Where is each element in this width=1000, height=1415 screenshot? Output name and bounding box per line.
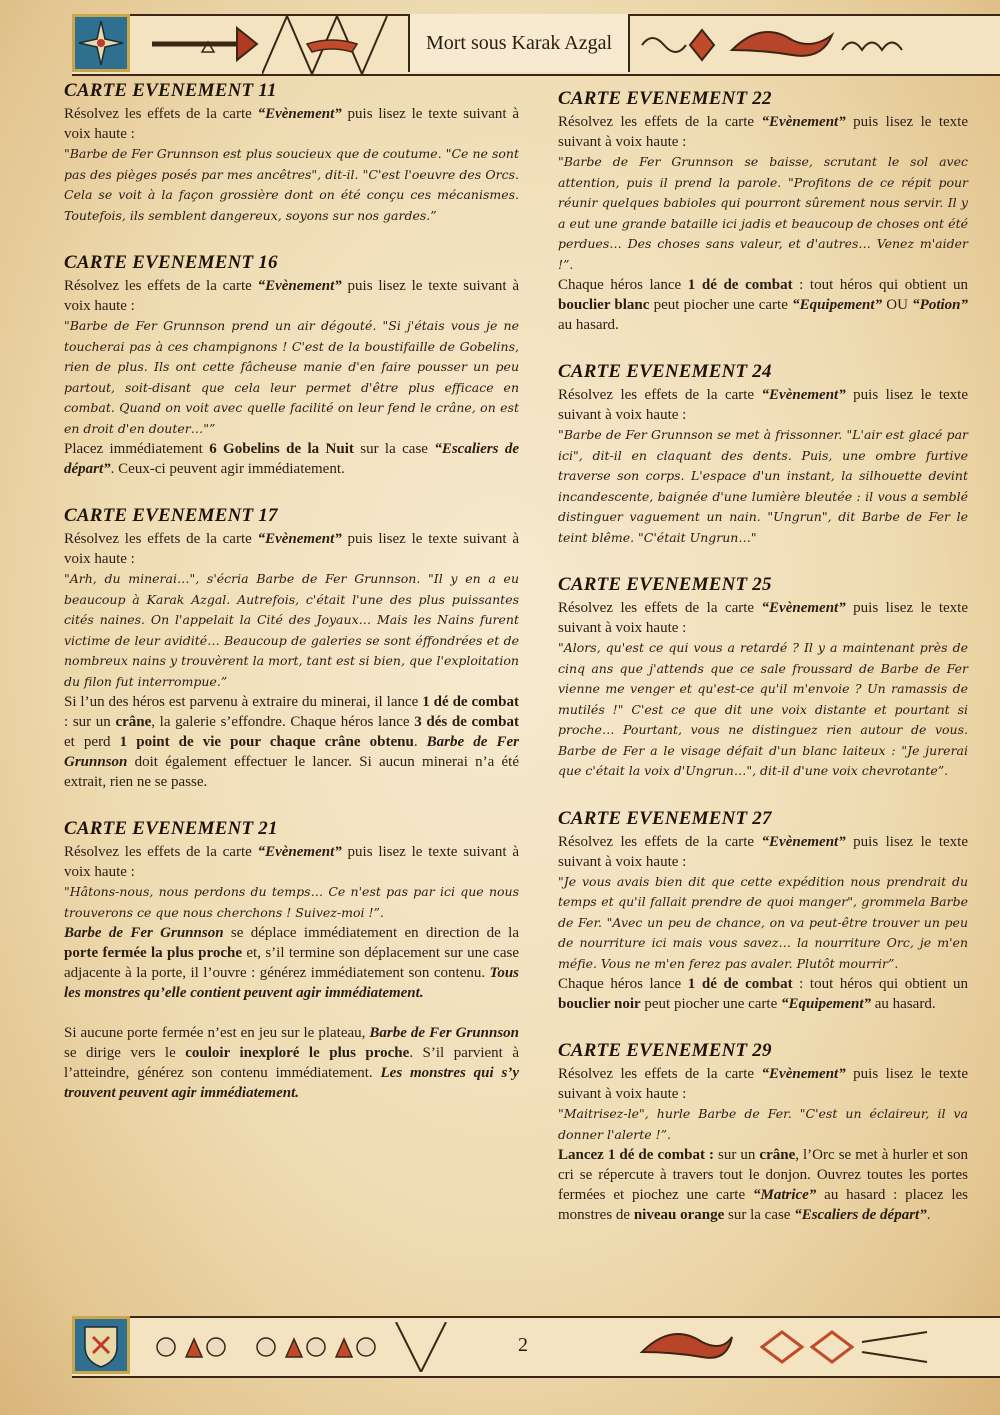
intro-text: Résolvez les effets de la carte “Evènement” puis lisez le texte suivant à voix haute : xyxy=(64,278,519,314)
rule-text: Placez immédiatement 6 Gobelins de la Nuit sur la case “Escaliers de départ”. Ceux-ci peuvent agir immédiatement. xyxy=(64,441,520,477)
section-title: CARTE EVENEMENT 16 xyxy=(64,252,278,273)
right-column xyxy=(558,88,968,1251)
read-aloud-quote: "Alors, qu'est ce qui vous a retardé ? Il y a maintenant près de cinq ans que j'attends que ce sale froussard de Barbe de Fer vienne me venger et qu'est-ce qu'il m'envoie ? Un ramassis de mutilés !" C'est ce que dit une voix distante et pourtant si proche… Pourtant, vous ne distinguez rien autour de vous. Barbe de Fer a le visage défait d'un blanc laiteux : "Je jurerai que c'était la voix d'Ungrun…", dit-il d'une voix chevrotante”. xyxy=(558,640,968,778)
rule-text: Si l’un des héros est parvenu à extraire du minerai, il lance 1 dé de combat : sur un crâne, la galerie s’effondre. Chaque héros lance 3 dés de combat et perd 1 point de vie pour chaque crâne obtenu. Barbe de Fer Grunnson doit également effectuer le lancer. Si aucun minerai n’a été extrait, rien ne se passe. xyxy=(64,694,519,790)
rule-text: Lancez 1 dé de combat : sur un crâne, l’Orc se met à hurler et son cri se répercute à travers tout le donjon. Ouvrez toutes les portes fermées et piochez une carte “Matrice” au hasard : placez les monstres de niveau orange sur la case “Escaliers de départ”. xyxy=(558,1147,968,1223)
rule-text: Chaque héros lance 1 dé de combat : tout héros qui obtient un bouclier blanc peut piocher une carte “Equipement” OU “Potion” au hasard. xyxy=(558,277,968,333)
rule-text: Si aucune porte fermée n’est en jeu sur le plateau, Barbe de Fer Grunnson se dirige vers le couloir inexploré le plus proche. S’il parvient à l’atteindre, générez son contenu immédiatement. Les monstres qui s’y trouvent peuvent agir immédiatement. xyxy=(64,1025,519,1101)
dragon-ornament-icon xyxy=(632,20,922,70)
section-title: CARTE EVENEMENT 24 xyxy=(558,361,772,382)
left-column xyxy=(64,80,519,1129)
read-aloud-quote: "Je vous avais bien dit que cette expédition nous prendrait du temps et qu'il fallait prendre de quoi manger", grommela Barbe de Fer. "Avec un peu de chance, on va peut-être trouver un peu de nourriture ici mais vous savez… la nourriture Orc, je m'en méfie. Vous ne m'en ferez pas avaler. Plutôt mourrir”. xyxy=(558,873,968,971)
read-aloud-quote: "Barbe de Fer Grunnson se baisse, scrutant le sol avec attention, puis il prend la parole. "Profitons de ce répit pour réunir quelques babioles qui pourront sûrement nous servir. Il y a eut une grande bataille ici jadis et beaucoup de choses ont été perdues… Des choses sans valeur, et d'autres… Venez m'aider !”. xyxy=(558,154,968,272)
event-card-11 xyxy=(64,80,519,226)
section-title: CARTE EVENEMENT 11 xyxy=(64,80,277,101)
page-title: Mort sous Karak Azgal xyxy=(408,14,630,72)
page-number: 2 xyxy=(518,1333,528,1356)
intro-text: Résolvez les effets de la carte “Evènement” puis lisez le texte suivant à voix haute : xyxy=(558,600,968,636)
read-aloud-quote: "Arh, du minerai…", s'écria Barbe de Fer Grunnson. "Il y en a eu beaucoup à Karak Azgal. Autrefois, c'était l'une des plus puissantes cités naines. On l'appelait la Cité des Joyaux… Mais les Nains furent victime de leur avidité… Beaucoup de galeries se sont éffondrées et de nombreux nains y trouvèrent la mort, tant est si bien, que l'exploitation du filon fut interrompue.” xyxy=(64,571,519,689)
section-title: CARTE EVENEMENT 27 xyxy=(558,807,772,829)
axe-icon xyxy=(142,22,262,66)
section-title: CARTE EVENEMENT 29 xyxy=(558,1040,772,1061)
event-card-24 xyxy=(558,361,968,548)
section-title: CARTE EVENEMENT 22 xyxy=(558,88,772,109)
read-aloud-quote: "Barbe de Fer Grunnson prend un air dégouté. "Si j'étais vous je ne toucherai pas à ces champignons ! C'est de la boustifaille de Gobelins, rien de plus. Ils ont cette fâcheuse manie d'en faire pousser un peu partout, soit-disant que cela leur permet d'être plus efficace en combat. Quand on voit avec quelle facilité on leur fend le crâne, on est en droit d'en douter…"” xyxy=(64,318,519,436)
read-aloud-quote: "Hâtons-nous, nous perdons du temps… Ce n'est pas par ici que nous trouverons ce que nous cherchons ! Suivez-moi !”. xyxy=(64,884,519,920)
event-card-29 xyxy=(558,1040,968,1225)
compass-rose-icon xyxy=(72,14,130,72)
event-card-22 xyxy=(558,88,968,335)
shield-emblem-icon xyxy=(72,1316,130,1374)
section-title: CARTE EVENEMENT 17 xyxy=(64,505,278,526)
rule-text: Chaque héros lance 1 dé de combat : tout héros qui obtient un bouclier noir peut piocher une carte “Equipement” au hasard. xyxy=(558,976,968,1012)
event-card-27 xyxy=(558,808,968,1015)
section-title: CARTE EVENEMENT 25 xyxy=(558,574,772,595)
intro-text: Résolvez les effets de la carte “Evènement” puis lisez le texte suivant à voix haute : xyxy=(64,531,519,567)
event-card-25 xyxy=(558,574,968,782)
event-card-16 xyxy=(64,252,519,479)
intro-text: Résolvez les effets de la carte “Evènement” puis lisez le texte suivant à voix haute : xyxy=(558,1066,968,1102)
read-aloud-quote: "Barbe de Fer Grunnson est plus soucieux que de coutume. "Ce ne sont pas des pièges posés par mes ancêtres", dit-il. "C'est l'oeuvre des Orcs. Cela se voit à la façon grossière dont on été conçu ces mécanismes. Toutefois, ils semblent dangereux, soyons sur nos gardes.” xyxy=(64,146,519,223)
section-title: CARTE EVENEMENT 21 xyxy=(64,818,278,839)
intro-text: Résolvez les effets de la carte “Evènement” puis lisez le texte suivant à voix haute : xyxy=(558,833,968,870)
zigzag-ornament-icon xyxy=(262,16,402,74)
event-card-21 xyxy=(64,818,519,1103)
intro-text: Résolvez les effets de la carte “Evènement” puis lisez le texte suivant à voix haute : xyxy=(64,106,519,142)
rule-text: Barbe de Fer Grunnson se déplace immédiatement en direction de la porte fermée la plus proche et, s’il termine son déplacement sur une case adjacente à la porte, il l’ouvre : générez immédiatement son contenu. Tous les monstres qu’elle contient peuvent agir immédiatement. xyxy=(64,925,519,1001)
intro-text: Résolvez les effets de la carte “Evènement” puis lisez le texte suivant à voix haute : xyxy=(64,844,519,880)
intro-text: Résolvez les effets de la carte “Evènement” puis lisez le texte suivant à voix haute : xyxy=(558,114,968,150)
intro-text: Résolvez les effets de la carte “Evènement” puis lisez le texte suivant à voix haute : xyxy=(558,387,968,423)
read-aloud-quote: "Maitrisez-le", hurle Barbe de Fer. "C'est un éclaireur, il va donner l'alerte !”. xyxy=(558,1106,968,1142)
read-aloud-quote: "Barbe de Fer Grunnson se met à frissonner. "L'air est glacé par ici", dit-il en claquant des dents. Puis, une ombre furtive traverse son corps. L'espace d'un instant, la silhouette devint incandescente, baignée d'une lumière bleutée : il vous a semblé distinguer vaguement un nain. "Ungrun", dit Barbe de Fer le teint blême. "C'était Ungrun…" xyxy=(558,427,968,545)
event-card-17 xyxy=(64,505,519,792)
skulls-ornament-icon xyxy=(136,1322,466,1372)
dragon-diamond-ornament-icon xyxy=(632,1322,932,1372)
